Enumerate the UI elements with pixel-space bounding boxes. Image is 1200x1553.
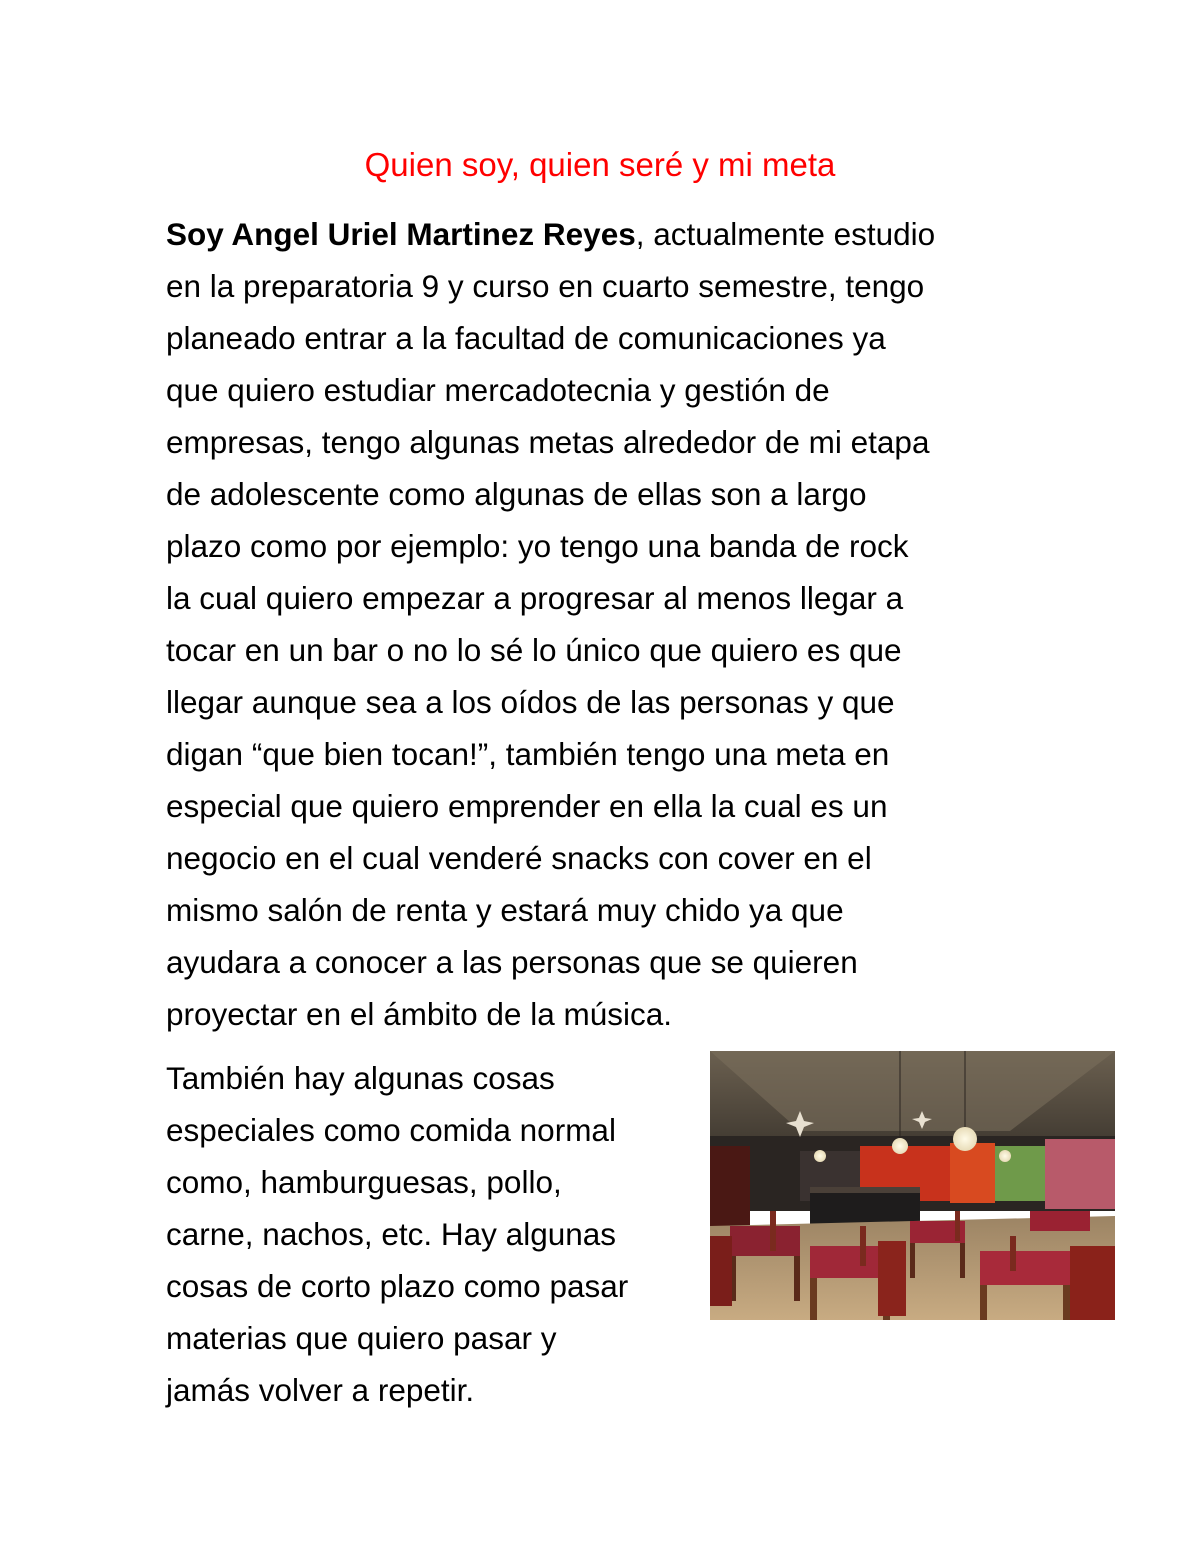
paragraph-line: tocar en un bar o no lo sé lo único que quiero es que (166, 632, 902, 668)
paragraph-line: en la preparatoria 9 y curso en cuarto semestre, tengo (166, 268, 925, 304)
paragraph-line: especiales como comida normal (166, 1112, 616, 1148)
paragraph-line-rest: , actualmente estudio (635, 216, 936, 252)
paragraph-line: que quiero estudiar mercadotecnia y gestión de (166, 372, 830, 408)
paragraph-line: especial que quiero emprender en ella la cual es un (166, 788, 888, 824)
paragraph-food (166, 1052, 706, 1416)
paragraph-line: negocio en el cual venderé snacks con cover en el (166, 840, 872, 876)
paragraph-line: materias que quiero pasar y (166, 1320, 557, 1356)
paragraph-line: ayudara a conocer a las personas que se quieren (166, 944, 858, 980)
paragraph-line: planeado entrar a la facultad de comunicaciones ya (166, 320, 886, 356)
paragraph-line: jamás volver a repetir. (166, 1372, 475, 1408)
paragraph-intro (166, 208, 1046, 1040)
restaurant-photo (710, 1051, 1115, 1320)
paragraph-line: mismo salón de renta y estará muy chido ya que (166, 892, 844, 928)
paragraph-line: plazo como por ejemplo: yo tengo una banda de rock (166, 528, 909, 564)
paragraph-line: digan “que bien tocan!”, también tengo una meta en (166, 736, 890, 772)
paragraph-line: de adolescente como algunas de ellas son a largo (166, 476, 867, 512)
paragraph-line: También hay algunas cosas (166, 1060, 555, 1096)
paragraph-line (166, 208, 1046, 260)
paragraph-line: proyectar en el ámbito de la música. (166, 996, 672, 1032)
paragraph-line: la cual quiero empezar a progresar al menos llegar a (166, 580, 904, 616)
paragraph-line: como, hamburguesas, pollo, (166, 1164, 562, 1200)
paragraph-line: empresas, tengo algunas metas alrededor de mi etapa (166, 424, 930, 460)
document-title: Quien soy, quien seré y mi meta (364, 146, 836, 183)
author-name: Soy Angel Uriel Martinez Reyes (166, 216, 636, 252)
paragraph-line: cosas de corto plazo como pasar (166, 1268, 629, 1304)
paragraph-line: llegar aunque sea a los oídos de las personas y que (166, 684, 895, 720)
paragraph-line: carne, nachos, etc. Hay algunas (166, 1216, 617, 1252)
